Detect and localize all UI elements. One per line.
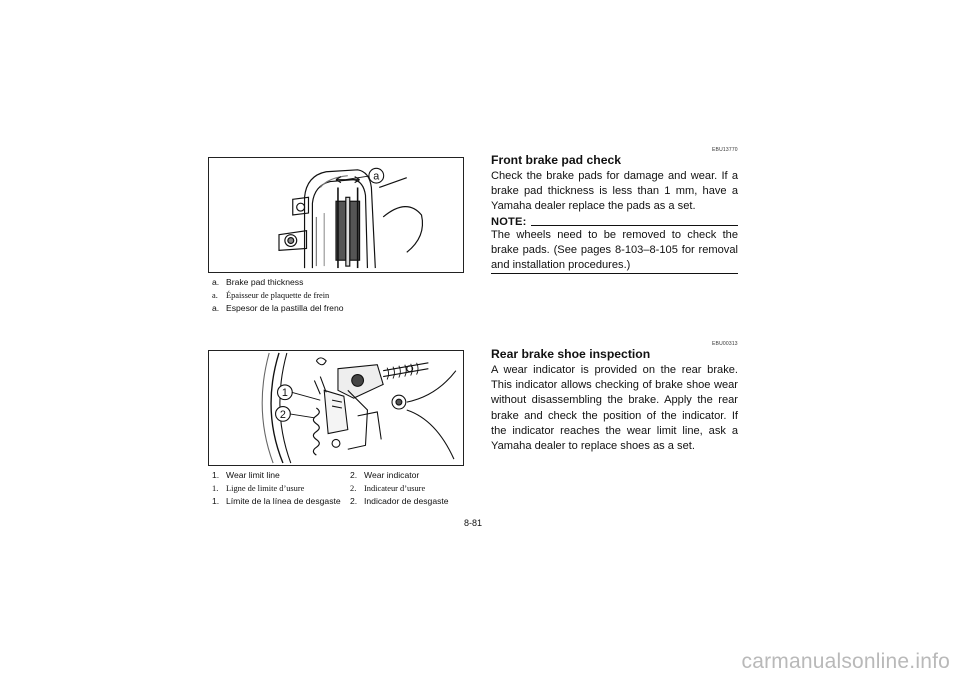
- caption-es-wear-2: 2. Indicador de desgaste: [350, 496, 449, 506]
- callout-1: 1: [281, 387, 288, 400]
- note-divider: [531, 224, 738, 226]
- callout-2: 2: [279, 408, 286, 421]
- front-brake-body: Check the brake pads for damage and wear. If a brake pad thickness is less than 1 mm, have a Yamaha dealer replace the pads as a set.: [491, 170, 738, 213]
- front-brake-heading: Front brake pad check: [491, 153, 622, 167]
- caption-es-brake-pad: a. Espesor de la pastilla del freno: [212, 303, 344, 313]
- note-label: NOTE:: [491, 216, 527, 228]
- page-number: 8-81: [464, 518, 483, 528]
- note-body: The wheels need to be removed to check the brake pads. (See pages 8-103–8-105 for removal and installation procedures.): [491, 229, 738, 272]
- brake-caliper-illustration: [209, 158, 463, 272]
- caption-es-wear: 1. Límite de la línea de desgaste: [212, 496, 341, 506]
- note-header: [491, 216, 738, 228]
- rear-brake-body: A wear indicator is provided on the rear brake. This indicator allows checking of brake shoe wear without disassembling the brake. Apply the rear brake and check the position of the indicator. If the indicator reaches the wear limit line, ask a Yamaha dealer to replace shoes as a set.: [491, 364, 738, 453]
- caption-fr-wear-2: 2. Indicateur d’usure: [350, 484, 426, 493]
- callout-a: a: [373, 170, 380, 183]
- brake-pad-figure: [208, 157, 464, 273]
- caption-en-wear: 1. Wear limit line: [212, 470, 280, 480]
- rear-brake-illustration: [209, 351, 463, 465]
- wear-indicator-figure: [208, 350, 464, 466]
- watermark-text: carmanualsonline.info: [741, 650, 950, 673]
- caption-fr-brake-pad: a. Épaisseur de plaquette de frein: [212, 291, 330, 300]
- rear-brake-heading: Rear brake shoe inspection: [491, 347, 651, 361]
- section-code-rear: EBU00313: [712, 341, 738, 347]
- section-code-front: EBU13770: [712, 147, 738, 153]
- caption-fr-wear: 1. Ligne de limite d’usure: [212, 484, 305, 493]
- caption-en-wear-2: 2. Wear indicator: [350, 470, 420, 480]
- caption-en-brake-pad: a. Brake pad thickness: [212, 277, 304, 287]
- note-end-rule: [491, 273, 738, 274]
